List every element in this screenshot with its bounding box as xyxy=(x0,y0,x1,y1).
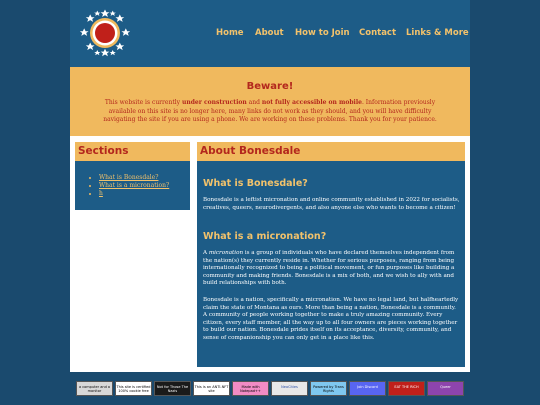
sections-sidebar xyxy=(75,142,190,210)
section-link-what-is-micronation[interactable]: What is a micronation? xyxy=(99,182,170,189)
nav-home-link[interactable]: Home xyxy=(216,28,244,38)
sections-list xyxy=(99,174,169,198)
about-header xyxy=(197,142,465,161)
sections-title: Sections xyxy=(78,145,129,157)
web-badge[interactable]: This is an ANTI-NFT site xyxy=(193,381,230,396)
nav-join-link[interactable]: How to Join xyxy=(295,28,350,38)
answer-what-is-micronation xyxy=(203,250,461,288)
notice-text-part: and xyxy=(246,99,262,106)
nav-links-link[interactable]: Links & More xyxy=(406,28,469,38)
about-title: About Bonesdale xyxy=(200,145,301,157)
sections-header xyxy=(75,142,190,161)
answer-what-is-bonesdale: Bonesdale is a leftist micronation and online community established in 2022 for socialists, creatives, queers, neurodivergents, and also anyone else who wants to become a citizen! xyxy=(203,197,460,211)
construction-notice xyxy=(70,67,470,136)
web-badge[interactable]: Join Discord xyxy=(349,381,386,396)
web-badge[interactable]: NeoCities xyxy=(271,381,308,396)
notice-text xyxy=(98,99,442,125)
web-badge[interactable]: Powered by Trans Rights xyxy=(310,381,347,396)
web-badge[interactable]: This site is certified 100% cookie free xyxy=(115,381,152,396)
answer-text-part: A xyxy=(203,250,209,256)
nav-contact-link[interactable]: Contact xyxy=(359,28,397,38)
notice-text-part: . Information previously available on this site is no longer here, many links do not work as they should, and you will have difficulty navigating the site if you are using a phone. We are working on these problems. Thank you for your patience. xyxy=(103,99,437,123)
web-badge[interactable]: Not for Those The Nazis xyxy=(154,381,191,396)
notice-emphasis: not fully accessible on mobile xyxy=(261,99,362,106)
badge-row xyxy=(76,381,466,396)
web-badge[interactable]: Made with Notepad++ xyxy=(232,381,269,396)
bonesdale-logo[interactable] xyxy=(80,8,130,58)
web-badge[interactable]: Queer xyxy=(427,381,464,396)
notice-title: Beware! xyxy=(246,81,294,92)
answer-text-part: is a group of individuals who have declared themselves independent from the nation(s) they currently reside in. Whether for serious purposes, ranging from being internationally recognized to being a political movement, or fun purposes like building a community and making friends. Bonesdale is a mix of both, and we wish to ally with and build relationships with both. xyxy=(203,250,455,287)
section-link-what-is-bonesdale[interactable]: What is Bonesdale? xyxy=(99,174,159,181)
web-badge[interactable]: EAT THE RICH xyxy=(388,381,425,396)
notice-text-part: This website is currently xyxy=(104,99,182,106)
about-panel xyxy=(197,142,465,367)
question-what-is-micronation: What is a micronation? xyxy=(203,231,327,242)
nav-about-link[interactable]: About xyxy=(255,28,284,38)
question-what-is-bonesdale: What is Bonesdale? xyxy=(203,178,308,189)
list-item xyxy=(99,190,169,198)
section-link-h[interactable]: h xyxy=(99,190,103,197)
notice-emphasis: under construction xyxy=(181,99,247,106)
site-header xyxy=(70,0,470,67)
list-item xyxy=(99,174,169,182)
list-item xyxy=(99,182,169,190)
paragraph-bonesdale-nation: Bonesdale is a nation, specifically a micronation. We have no legal land, but halfheartedly claim the state of Montana as ours. More than being a nation, Bonesdale is a community. A community of people working together to make a truly amazing community. Every citizen, every staff member, all the way up to all four owners are pieces working together to build our nation. Bonesdale prides itself on its acceptance, diversity, community, and sense of companionship you can only get in a place like this. xyxy=(203,297,459,341)
web-badge[interactable]: a computer and a monitor xyxy=(76,381,113,396)
answer-emphasis: micronation xyxy=(208,250,244,256)
page-container xyxy=(70,0,470,372)
